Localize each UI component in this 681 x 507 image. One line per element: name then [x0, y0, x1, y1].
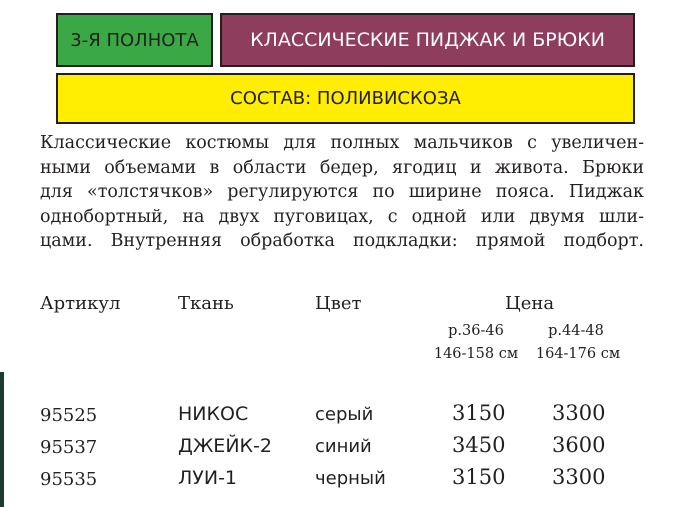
- description-line: ными объемами в области бедер, ягодиц и живота. Брюки: [40, 157, 644, 178]
- price-col1-height: 146-158 см: [433, 346, 519, 362]
- row-price-1: 3150: [452, 465, 506, 489]
- header-price: Цена: [505, 293, 555, 314]
- row-article: 95525: [40, 405, 98, 426]
- price-col1-size: р.36-46: [448, 323, 504, 339]
- description-line: Классические костюмы для полных мальчиков с увеличен-: [40, 133, 644, 153]
- row-price-2: 3300: [552, 465, 606, 489]
- row-fabric: ДЖЕЙК-2: [178, 435, 272, 457]
- price-col2-size: р.44-48: [548, 323, 604, 339]
- description-line: для «толстячков» регулируются по ширине пояса. Пиджак: [40, 182, 644, 203]
- row-article: 95535: [40, 469, 98, 490]
- size-tag: [56, 13, 213, 67]
- header-color: Цвет: [315, 293, 362, 314]
- composition-tag-label: СОСТАВ: ПОЛИВИСКОЗА: [230, 88, 461, 109]
- row-color: черный: [315, 468, 386, 489]
- title-tag-label: КЛАССИЧЕСКИЕ ПИДЖАК И БРЮКИ: [250, 29, 605, 51]
- price-col2-height: 164-176 см: [535, 346, 621, 362]
- header-fabric: Ткань: [178, 293, 234, 314]
- left-edge-bar: [0, 372, 4, 507]
- description-line: однобортный, на двух пуговицах, с одной или двумя шли-: [40, 206, 644, 227]
- header-article: Артикул: [40, 293, 121, 314]
- row-color: синий: [315, 436, 372, 457]
- description: [40, 131, 644, 254]
- composition-tag: [56, 73, 635, 124]
- row-fabric: ЛУИ-1: [178, 467, 238, 489]
- row-price-1: 3150: [452, 401, 506, 425]
- size-tag-label: 3-Я ПОЛНОТА: [70, 29, 199, 51]
- row-price-2: 3600: [552, 433, 606, 457]
- row-color: серый: [315, 404, 374, 425]
- row-fabric: НИКОС: [178, 403, 249, 425]
- row-price-2: 3300: [552, 401, 606, 425]
- row-price-1: 3450: [452, 433, 506, 457]
- row-article: 95537: [40, 437, 98, 458]
- description-line: цами. Внутренняя обработка подкладки: прямой подборт.: [40, 231, 644, 252]
- title-tag: [220, 13, 635, 67]
